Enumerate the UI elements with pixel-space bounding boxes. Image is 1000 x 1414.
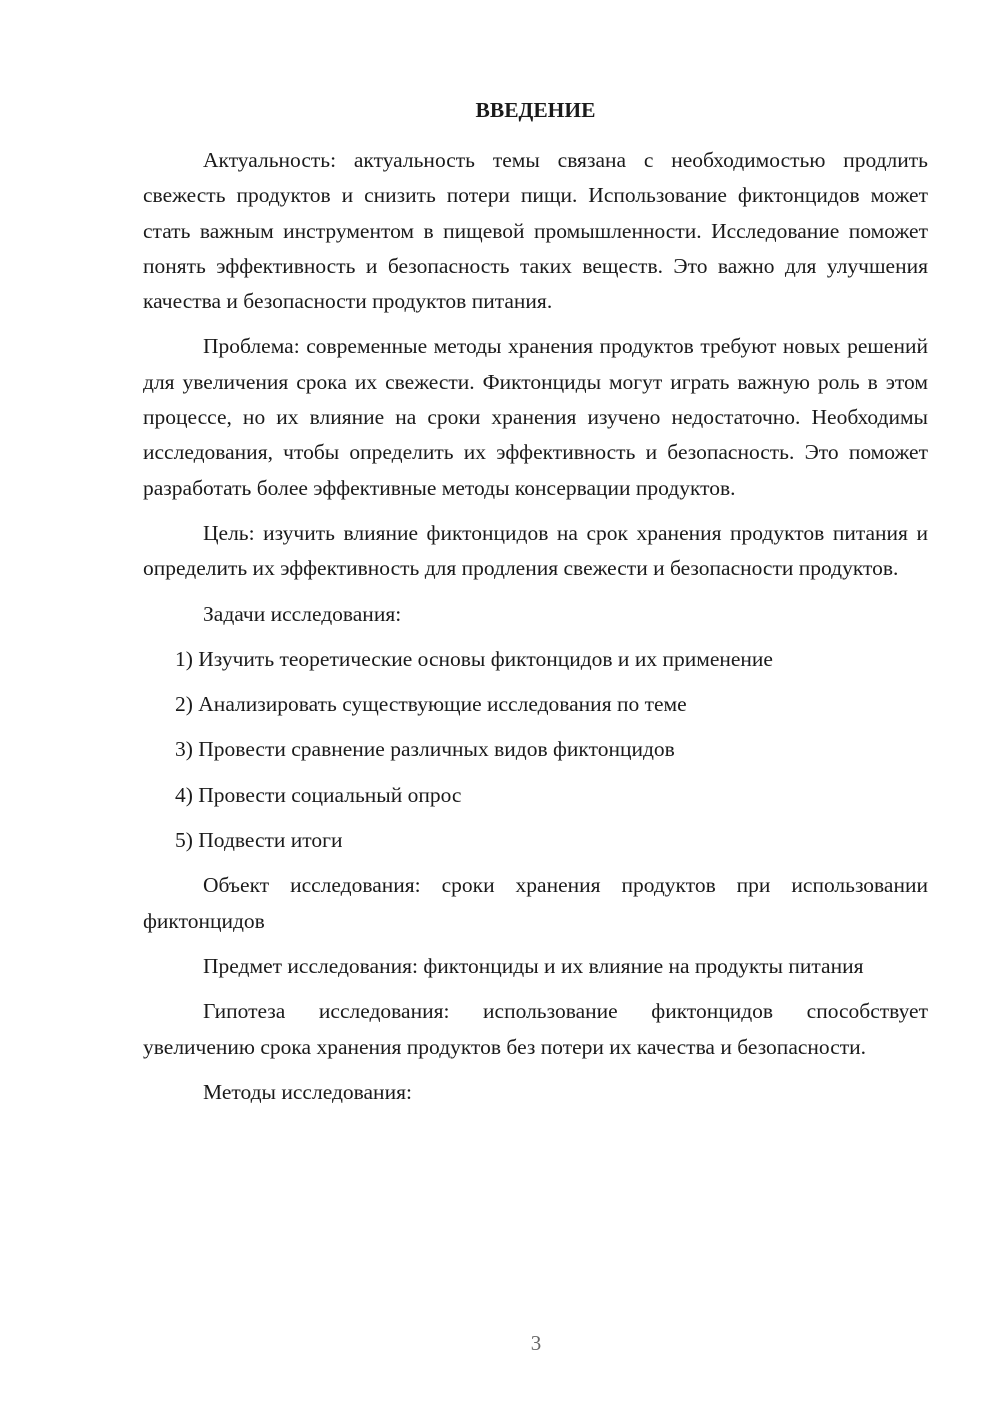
page-number: 3: [530, 1331, 542, 1355]
tasks-list: [143, 642, 928, 858]
list-item: 1) Изучить теоретические основы фиктонцидов и их применение: [175, 646, 773, 671]
paragraph-relevance: Актуальность: актуальность темы связана с необходимостью продлить свежесть продуктов и снизить потери пищи. Использование фиктонцидов может стать важным инструментом в пищевой промышленности. Исследование поможет понять эффективность и безопасность таких веществ. Это важно для улучшения качества и безопасности продуктов питания.: [143, 148, 928, 314]
list-item: 5) Подвести итоги: [175, 828, 343, 853]
paragraph-hypothesis: Гипотеза исследования: использование фиктонцидов способствует увеличению срока хранения продуктов без потери их качества и безопасности.: [143, 999, 928, 1059]
paragraph-problem: Проблема: современные методы хранения продуктов требуют новых решений для увеличения срока их свежести. Фиктонциды могут играть важную роль в этом процессе, но их влияние на сроки хранения изучено недостаточно. Необходимы исследования, чтобы определить их эффективность и безопасность. Это поможет разработать более эффективные методы консервации продуктов.: [143, 334, 928, 500]
section-heading: ВВЕДЕНИЕ: [475, 98, 596, 122]
tasks-title: Задачи исследования:: [203, 601, 402, 626]
list-item: 2) Анализировать существующие исследования по теме: [175, 692, 687, 717]
list-item: 4) Провести социальный опрос: [175, 782, 462, 807]
paragraph-object: Объект исследования: сроки хранения продуктов при использовании фиктонцидов: [143, 873, 928, 933]
paragraph-subject: Предмет исследования: фиктонциды и их влияние на продукты питания: [203, 953, 864, 978]
document-page: [143, 92, 928, 1120]
list-item: 3) Провести сравнение различных видов фиктонцидов: [175, 737, 675, 762]
paragraph-goal: Цель: изучить влияние фиктонцидов на срок хранения продуктов питания и определить их эффективность для продления свежести и безопасности продуктов.: [143, 520, 928, 581]
paragraph-methods: Методы исследования:: [203, 1079, 412, 1104]
